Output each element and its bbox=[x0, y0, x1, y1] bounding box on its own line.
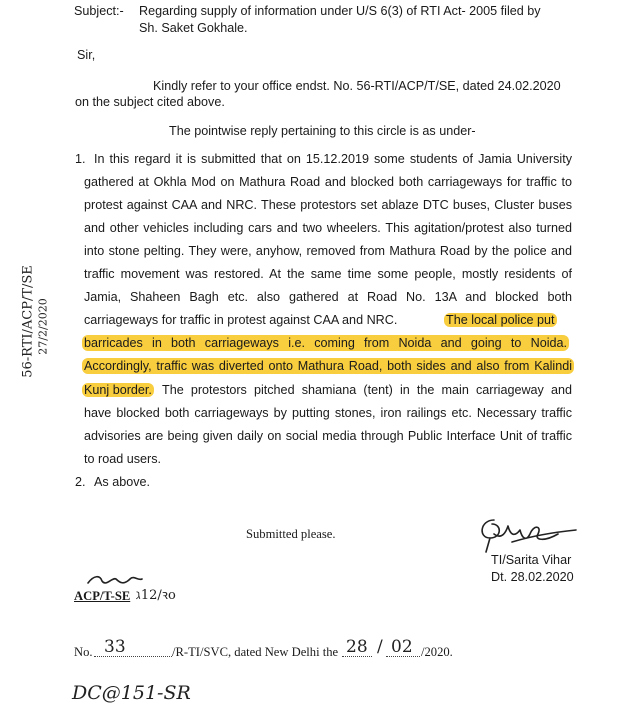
subject-label: Subject:- bbox=[74, 4, 124, 18]
date-year: /2020. bbox=[421, 645, 453, 659]
intro-line-2: on the subject cited above. bbox=[75, 95, 225, 109]
forward-date-handwritten: ℷ12/ꝛo bbox=[136, 588, 176, 603]
diary-mark: DC@151-SR bbox=[72, 682, 191, 704]
point-1-line: Jamia, Shaheen Bagh etc. also gathered at Road No. 13A and blocked both bbox=[84, 290, 572, 304]
submitted-please: Submitted please. bbox=[246, 527, 336, 541]
point-1-line: have blocked both carriageways by putting stones, iron railings etc. Necessary traffic bbox=[84, 406, 572, 420]
highlight-span: Kunj border. bbox=[84, 383, 152, 397]
highlighted-text bbox=[84, 358, 572, 374]
no-value: 33 bbox=[104, 637, 126, 657]
highlighted-text bbox=[446, 312, 555, 328]
signature-date: Dt. 28.02.2020 bbox=[491, 570, 574, 584]
reply-intro: The pointwise reply pertaining to this circle is as under- bbox=[169, 124, 476, 138]
highlighted-text bbox=[84, 335, 567, 351]
officer-signature-icon bbox=[472, 512, 582, 556]
point-1-line: gathered at Okhla Mod on Mathura Road and blocked both carriageways for traffic to bbox=[84, 175, 572, 189]
date-day: 28 bbox=[346, 637, 368, 657]
officer-designation: TI/Sarita Vihar bbox=[491, 553, 572, 567]
highlight-span: The local police put bbox=[446, 313, 555, 327]
point-1-line: advisories are being given daily on social media through Public Interface Unit of traffic bbox=[84, 429, 572, 443]
point-1-line: carriageways for traffic in protest against CAA and NRC. bbox=[84, 313, 398, 327]
point-1-line: to road users. bbox=[84, 452, 162, 466]
point-1-number: 1. bbox=[75, 152, 86, 166]
point-2-text: As above. bbox=[94, 475, 151, 489]
point-1-line: into stone pelting. They were, anyhow, removed from Mathura Road by the police and bbox=[84, 244, 572, 258]
intro-line-1: Kindly refer to your office endst. No. 56-RTI/ACP/T/SE, dated 24.02.2020 bbox=[153, 79, 561, 93]
no-suffix: /R-TI/SVC, dated New Delhi the bbox=[172, 645, 339, 659]
point-2-number: 2. bbox=[75, 475, 86, 489]
date-month: 02 bbox=[391, 637, 413, 657]
highlighted-text bbox=[84, 382, 152, 398]
subject-text: Regarding supply of information under U/S 6(3) of RTI Act- 2005 filed by bbox=[139, 4, 541, 18]
point-1-line: The protestors pitched shamiana (tent) in the main carriageway and bbox=[162, 383, 572, 397]
highlight-span: Accordingly, traffic was diverted onto Mathura Road, both sides and also from Kalindi bbox=[84, 359, 572, 373]
point-1-line: traffic movement was restored. At the same time some people, mostly residents of bbox=[84, 267, 572, 281]
point-1-line: In this regard it is submitted that on 15.12.2019 some students of Jamia University bbox=[94, 152, 572, 166]
highlight-span: barricades in both carriageways i.e. coming from Noida and going to Noida. bbox=[84, 336, 567, 350]
salutation: Sir, bbox=[77, 48, 96, 62]
margin-date-note: 27/2/2020 bbox=[36, 298, 50, 355]
date-separator: / bbox=[377, 637, 383, 657]
forward-to: ACP/T-SE bbox=[74, 589, 131, 603]
margin-diary-note: 56-RTI/ACP/T/SE bbox=[20, 265, 36, 378]
point-1-line: protest against CAA and NRC. These protestors set ablaze DTC buses, Cluster buses bbox=[84, 198, 572, 212]
subject-continuation: Sh. Saket Gokhale. bbox=[139, 21, 248, 35]
point-1-line: and other vehicles including cars and two wheelers. This agitation/protest also turned bbox=[84, 221, 572, 235]
no-prefix: No. bbox=[74, 645, 93, 659]
